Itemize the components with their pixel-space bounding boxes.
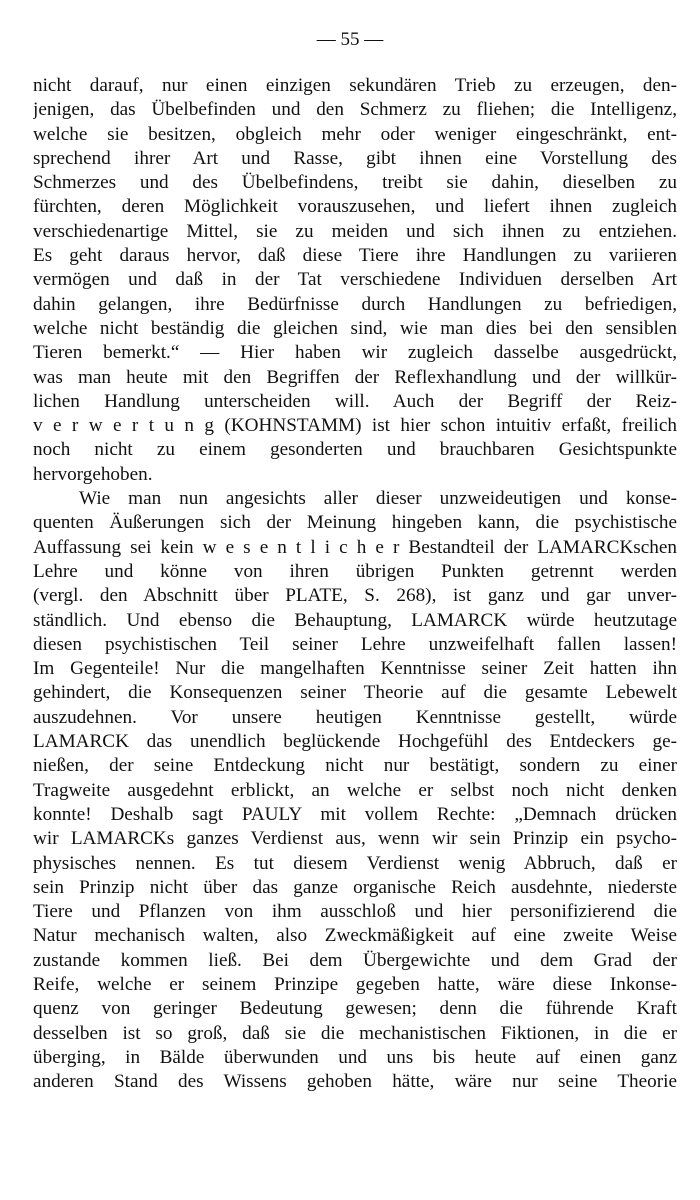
text-line: auszudehnen. Vor unsere heutigen Kenntnisse gestellt, würde bbox=[33, 706, 677, 728]
text-line: noch nicht zu einem gesonderten und brauchbaren Gesichtspunkte bbox=[33, 439, 677, 461]
text-line: Es geht daraus hervor, daß diese Tiere ihre Handlungen zu variieren bbox=[33, 245, 677, 267]
text-line: Tieren bemerkt.“ — Hier haben wir zugleich dasselbe ausgedrückt, bbox=[33, 342, 677, 364]
text-line: v e r w e r t u n g (KOHNSTAMM) ist hier schon intuitiv erfaßt, freilich bbox=[33, 415, 677, 437]
text-line: wir LAMARCKs ganzes Verdienst aus, wenn wir sein Prinzip ein psycho- bbox=[33, 828, 677, 850]
text-line: sein Prinzip nicht über das ganze organische Reich ausdehnte, niederste bbox=[33, 876, 677, 898]
text-line: quenz von geringer Bedeutung gewesen; denn die führende Kraft bbox=[33, 998, 677, 1020]
page-number: — 55 — bbox=[316, 29, 384, 50]
text-line: Schmerzes und des Übelbefindens, treibt sie dahin, dieselben zu bbox=[33, 172, 677, 194]
text-line: Lehre und könne von ihren übrigen Punkten getrennt werden bbox=[33, 560, 677, 582]
text-line: fürchten, deren Möglichkeit vorauszusehen, und liefert ihnen zugleich bbox=[33, 196, 677, 218]
text-line: nießen, der seine Entdeckung nicht nur bestätigt, sondern zu einer bbox=[33, 755, 677, 777]
text-line: nicht darauf, nur einen einzigen sekundären Trieb zu erzeugen, den- bbox=[33, 75, 677, 96]
text-line: quenten Äußerungen sich der Meinung hingeben kann, die psychistische bbox=[33, 512, 677, 534]
text-line: welche nicht beständig die gleichen sind, wie man dies bei den sensiblen bbox=[33, 317, 677, 339]
text-line: konnte! Deshalb sagt PAULY mit vollem Rechte: „Demnach drücken bbox=[33, 803, 677, 825]
text-line: Tragweite ausgedehnt erblickt, an welche er selbst noch nicht denken bbox=[33, 779, 677, 801]
text-line: welche sie besitzen, obgleich mehr oder weniger eingeschränkt, ent- bbox=[33, 123, 677, 145]
text-line: dahin gelangen, ihre Bedürfnisse durch Handlungen zu befriedigen, bbox=[33, 293, 677, 315]
text-line: verschiedenartige Mittel, sie zu meiden und sich ihnen zu entziehen. bbox=[33, 220, 677, 242]
text-line: Auffassung sei kein w e s e n t l i c h e r Bestandteil der LAMARCKschen bbox=[33, 536, 677, 558]
text-line: (vergl. den Abschnitt über PLATE, S. 268), ist ganz und gar unver- bbox=[33, 585, 677, 607]
text-line: vermögen und daß in der Tat verschiedene Individuen derselben Art bbox=[33, 269, 677, 291]
text-line: gehindert, die Konsequenzen seiner Theorie auf die gesamte Lebewelt bbox=[33, 682, 677, 704]
text-line: zustande kommen ließ. Bei dem Übergewichte und dem Grad der bbox=[33, 949, 677, 971]
text-line: ständlich. Und ebenso die Behauptung, LAMARCK würde heutzutage bbox=[33, 609, 677, 631]
text-line: anderen Stand des Wissens gehoben hätte, wäre nur seine Theorie bbox=[33, 1071, 677, 1093]
text-line: Reife, welche er seinem Prinzipe gegeben hatte, wäre diese Inkonse- bbox=[33, 973, 677, 995]
text-line: Wie man nun angesichts aller dieser unzweideutigen und konse- bbox=[79, 488, 677, 510]
body-text bbox=[33, 74, 677, 1094]
text-line: lichen Handlung unterscheiden will. Auch der Begriff der Reiz- bbox=[33, 390, 677, 412]
text-line: physisches nennen. Es tut diesem Verdienst wenig Abbruch, daß er bbox=[33, 852, 677, 874]
text-line: Natur mechanisch walten, also Zweckmäßigkeit auf eine zweite Weise bbox=[33, 925, 677, 947]
text-line: Tiere und Pflanzen von ihm ausschloß und hier personifizierend die bbox=[33, 901, 677, 923]
text-line: Im Gegenteile! Nur die mangelhaften Kenntnisse seiner Zeit hatten ihn bbox=[33, 658, 677, 680]
text-line: diesen psychistischen Teil seiner Lehre unzweifelhaft fallen lassen! bbox=[33, 633, 677, 655]
text-line: desselben ist so groß, daß sie die mechanistischen Fiktionen, in die er bbox=[33, 1022, 677, 1044]
text-line: jenigen, das Übelbefinden und den Schmerz zu fliehen; die Intelligenz, bbox=[33, 99, 677, 121]
text-line: LAMARCK das unendlich beglückende Hochgefühl des Entdeckers ge- bbox=[33, 731, 677, 753]
text-line: überging, in Bälde überwunden und uns bis heute auf einen ganz bbox=[33, 1046, 677, 1068]
text-line: was man heute mit den Begriffen der Reflexhandlung und der willkür- bbox=[33, 366, 677, 388]
text-line: hervorgehoben. bbox=[33, 463, 153, 485]
text-line: sprechend ihrer Art und Rasse, gibt ihnen eine Vorstellung des bbox=[33, 147, 677, 169]
